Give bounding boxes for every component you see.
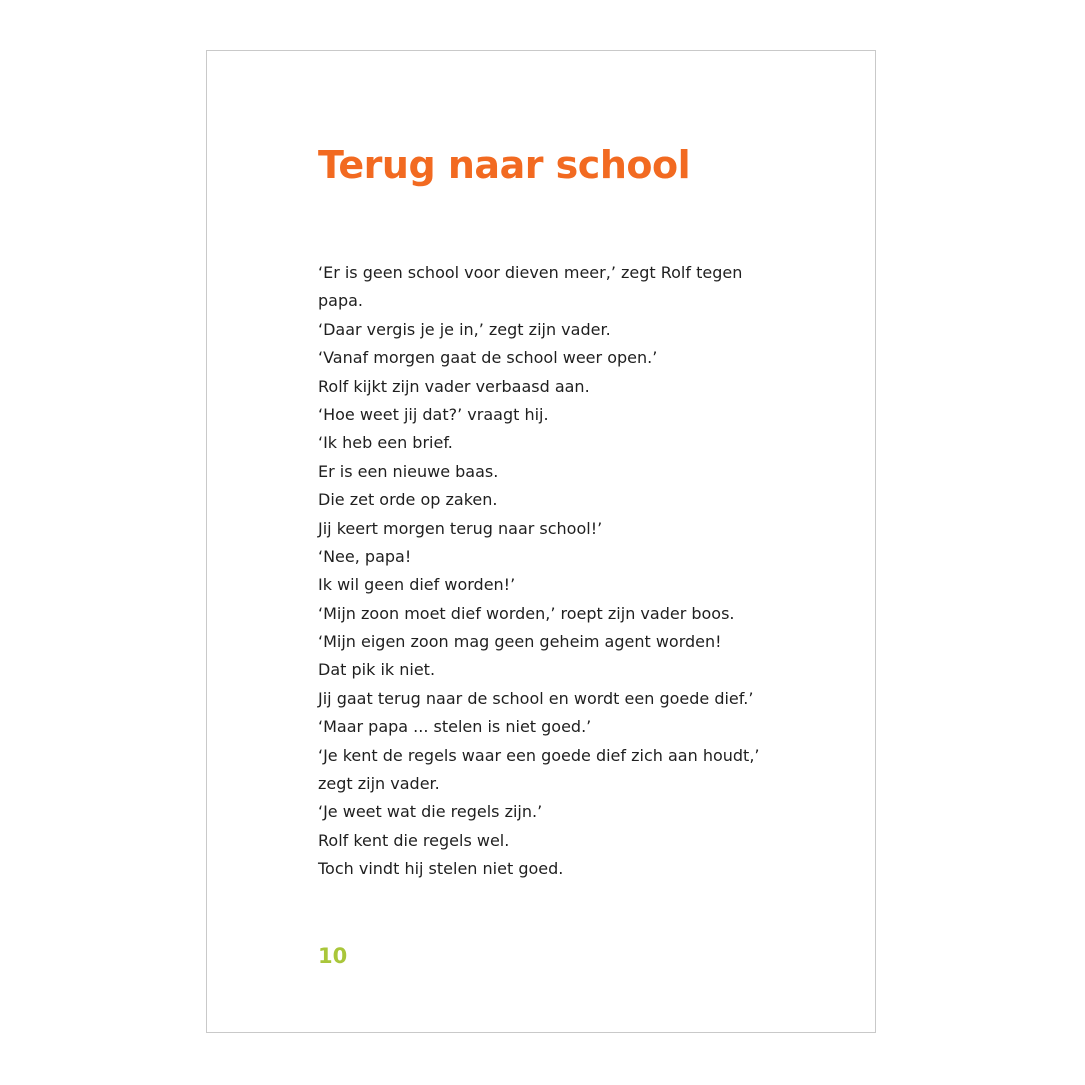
text-line: zegt zijn vader. bbox=[318, 774, 440, 794]
text-line: Toch vindt hij stelen niet goed. bbox=[318, 859, 564, 879]
text-line: ‘Maar papa ... stelen is niet goed.’ bbox=[318, 717, 592, 737]
text-line: ‘Vanaf morgen gaat de school weer open.’ bbox=[318, 348, 658, 368]
text-line: ‘Daar vergis je je in,’ zegt zijn vader. bbox=[318, 319, 611, 339]
text-line: ‘Nee, papa! bbox=[318, 546, 412, 566]
text-line: ‘Ik heb een brief. bbox=[318, 433, 453, 453]
text-line: Rolf kijkt zijn vader verbaasd aan. bbox=[318, 376, 590, 396]
text-line: Dat pik ik niet. bbox=[318, 660, 436, 680]
text-line: Er is een nieuwe baas. bbox=[318, 461, 499, 481]
text-line: Jij keert morgen terug naar school!’ bbox=[318, 518, 603, 538]
text-line: Jij gaat terug naar de school en wordt een goede dief.’ bbox=[318, 688, 754, 708]
book-page bbox=[206, 50, 876, 1033]
text-line: ‘Hoe weet jij dat?’ vraagt hij. bbox=[318, 404, 549, 424]
text-line: ‘Je weet wat die regels zijn.’ bbox=[318, 802, 543, 822]
text-line: Ik wil geen dief worden!’ bbox=[318, 575, 516, 595]
text-line: ‘Mijn zoon moet dief worden,’ roept zijn vader boos. bbox=[318, 603, 735, 623]
text-line: ‘Er is geen school voor dieven meer,’ zegt Rolf tegen bbox=[318, 263, 743, 282]
chapter-title: Terug naar school bbox=[318, 143, 691, 187]
page-number: 10 bbox=[318, 944, 348, 968]
text-line: Die zet orde op zaken. bbox=[318, 490, 498, 510]
text-line: Rolf kent die regels wel. bbox=[318, 830, 510, 850]
text-line: papa. bbox=[318, 291, 364, 311]
story-text bbox=[318, 259, 759, 884]
text-line: ‘Mijn eigen zoon mag geen geheim agent worden! bbox=[318, 632, 722, 652]
text-line: ‘Je kent de regels waar een goede dief zich aan houdt,’ bbox=[318, 745, 760, 765]
